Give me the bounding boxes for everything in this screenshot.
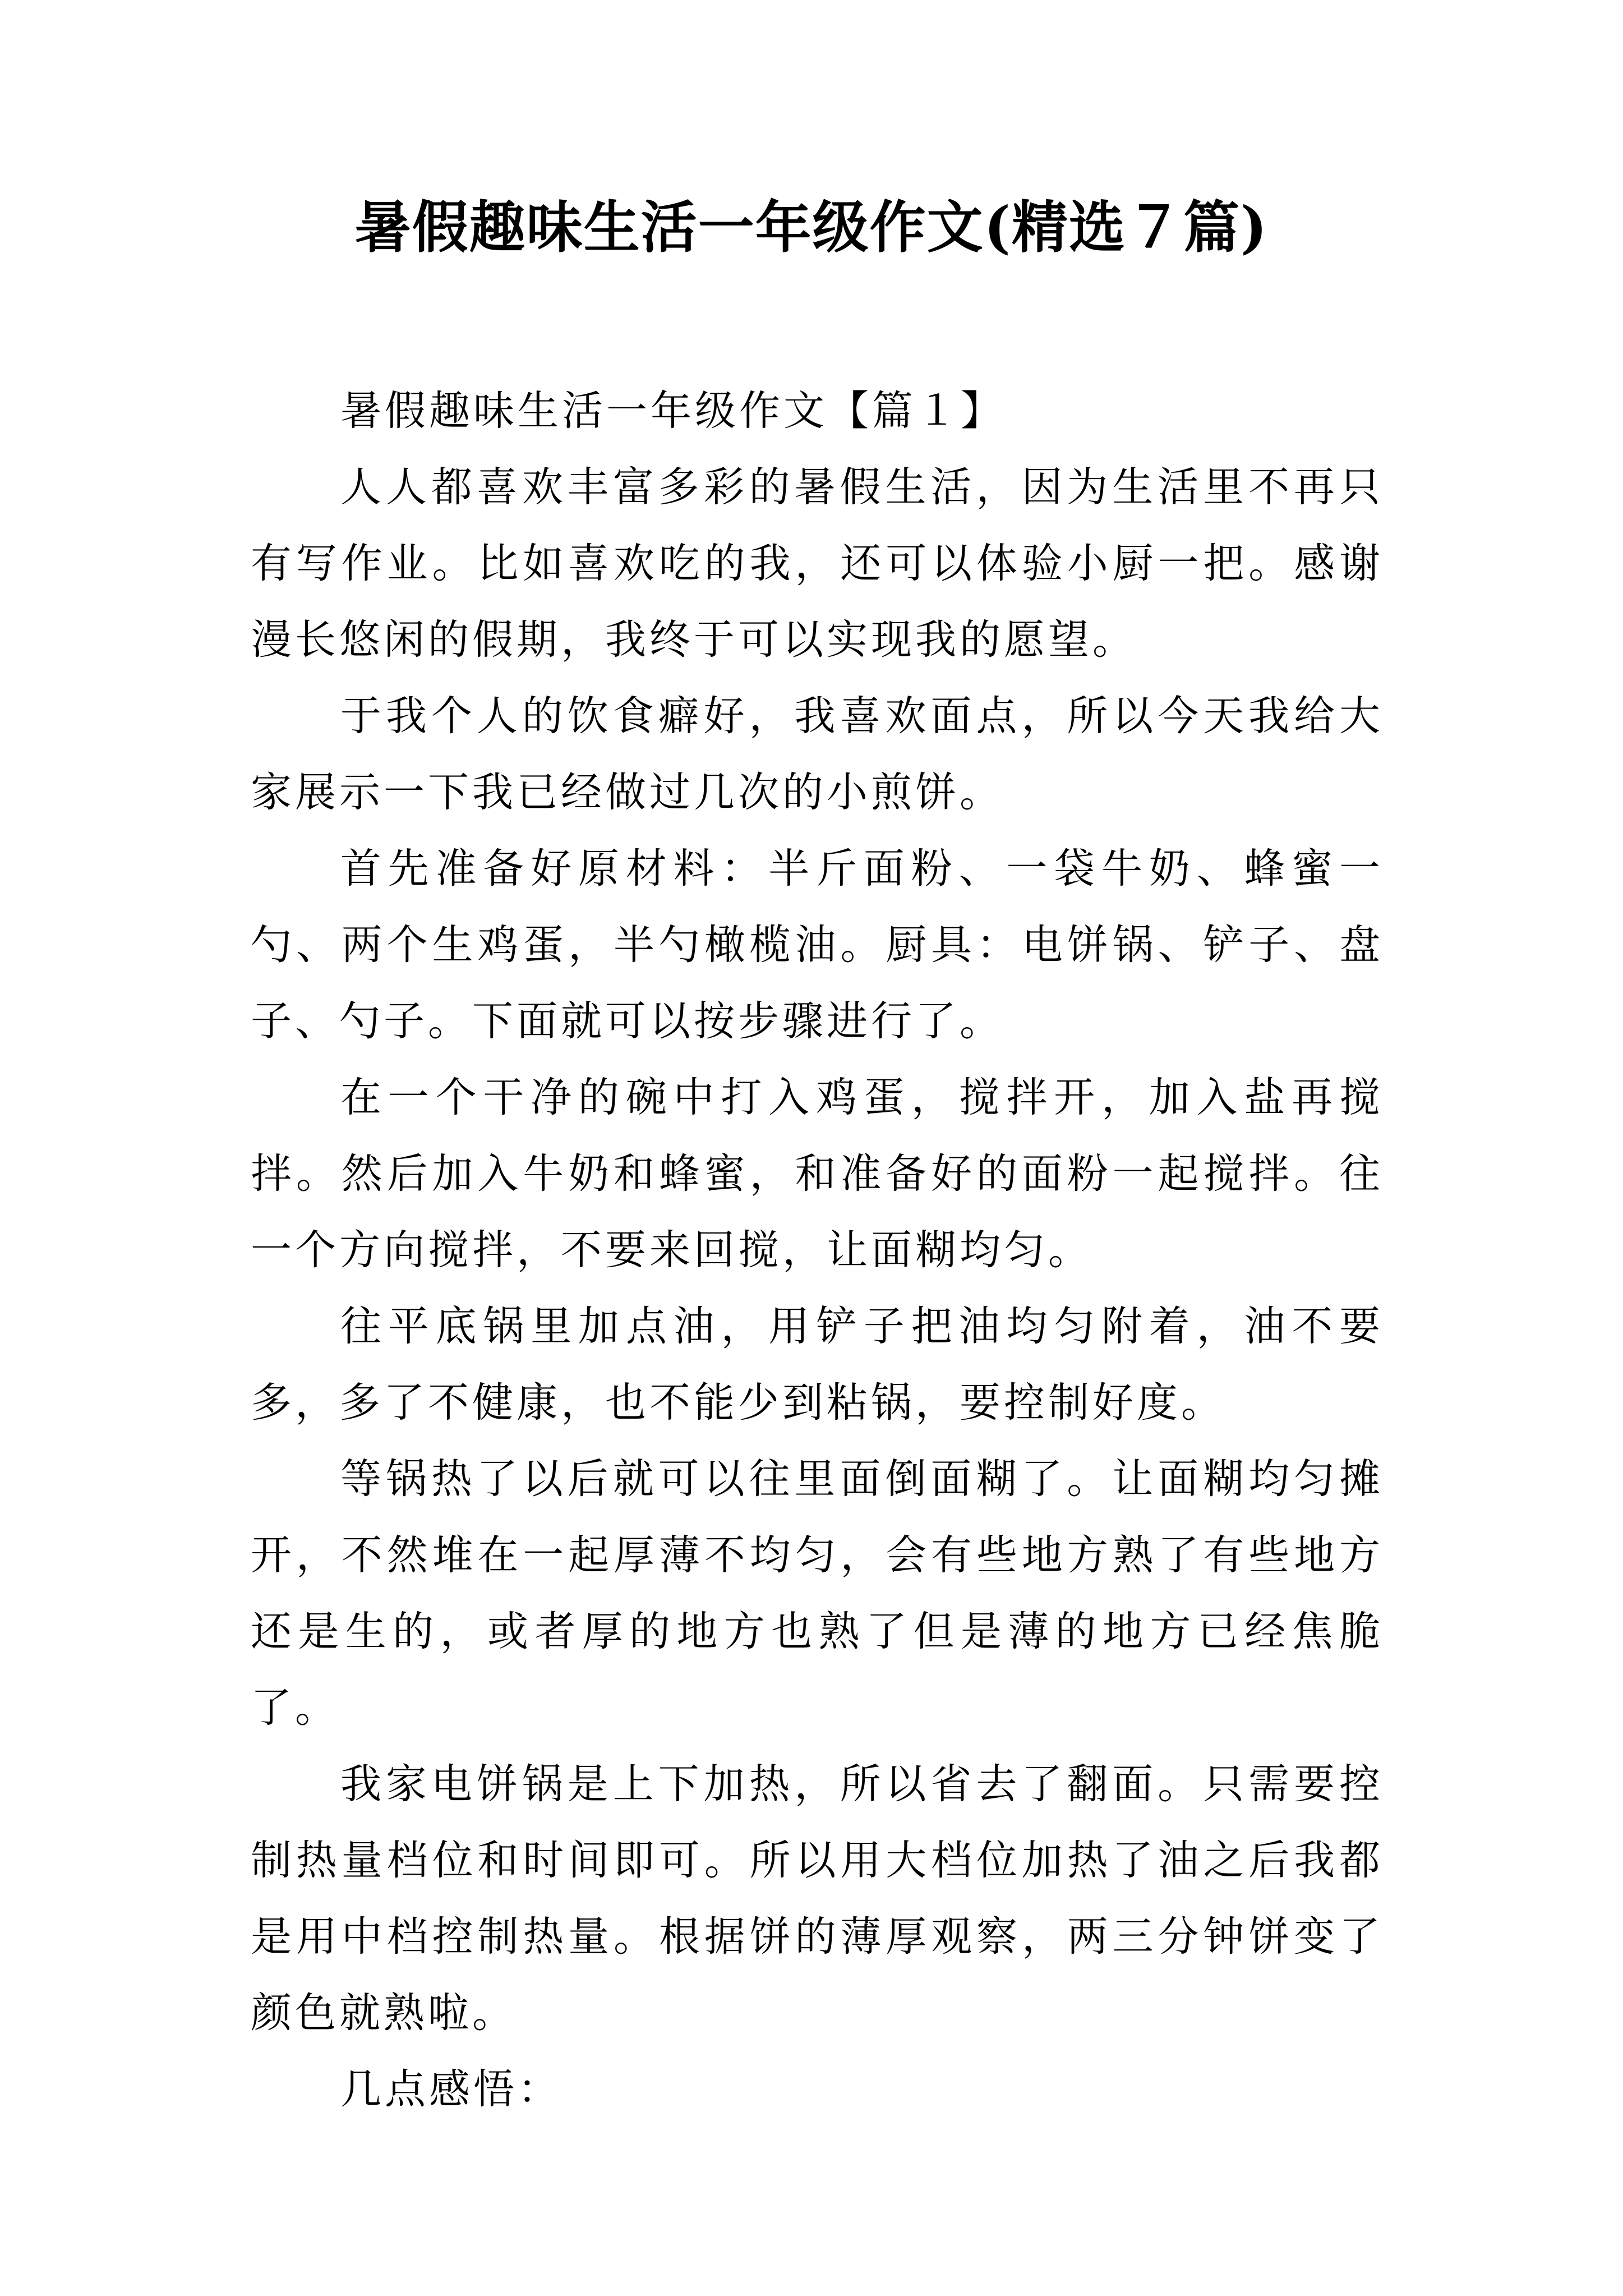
document-body	[251, 373, 1384, 2128]
paragraph-5: 往平底锅里加点油，用铲子把油均匀附着，油不要多，多了不健康，也不能少到粘锅，要控制好度。	[251, 1303, 1384, 1427]
paragraph-8: 几点感悟：	[340, 2065, 562, 2113]
paragraph-6: 等锅热了以后就可以往里面倒面糊了。让面糊均匀摊开，不然堆在一起厚薄不均匀，会有些地方熟了有些地方还是生的，或者厚的地方也熟了但是薄的地方已经焦脆了。	[251, 1455, 1384, 1732]
paragraph-4: 在一个干净的碗中打入鸡蛋，搅拌开，加入盐再搅拌。然后加入牛奶和蜂蜜，和准备好的面粉一起搅拌。往一个方向搅拌，不要来回搅，让面糊均匀。	[251, 1074, 1384, 1274]
section-heading: 暑假趣味生活一年级作文【篇１】	[340, 387, 1005, 435]
paragraph-7: 我家电饼锅是上下加热，所以省去了翻面。只需要控制热量档位和时间即可。所以用大档位加热了油之后我都是用中档控制热量。根据饼的薄厚观察，两三分钟饼变了颜色就熟啦。	[251, 1760, 1384, 2037]
paragraph-3: 首先准备好原材料：半斤面粉、一袋牛奶、蜂蜜一勺、两个生鸡蛋，半勺橄榄油。厨具：电饼锅、铲子、盘子、勺子。下面就可以按步骤进行了。	[251, 845, 1384, 1045]
paragraph-1: 人人都喜欢丰富多彩的暑假生活，因为生活里不再只有写作业。比如喜欢吃的我，还可以体验小厨一把。感谢漫长悠闲的假期，我终于可以实现我的愿望。	[251, 463, 1384, 664]
paragraph-2: 于我个人的饮食癖好，我喜欢面点，所以今天我给大家展示一下我已经做过几次的小煎饼。	[251, 692, 1384, 816]
document-title: 暑假趣味生活一年级作文(精选７篇)	[354, 194, 1269, 260]
